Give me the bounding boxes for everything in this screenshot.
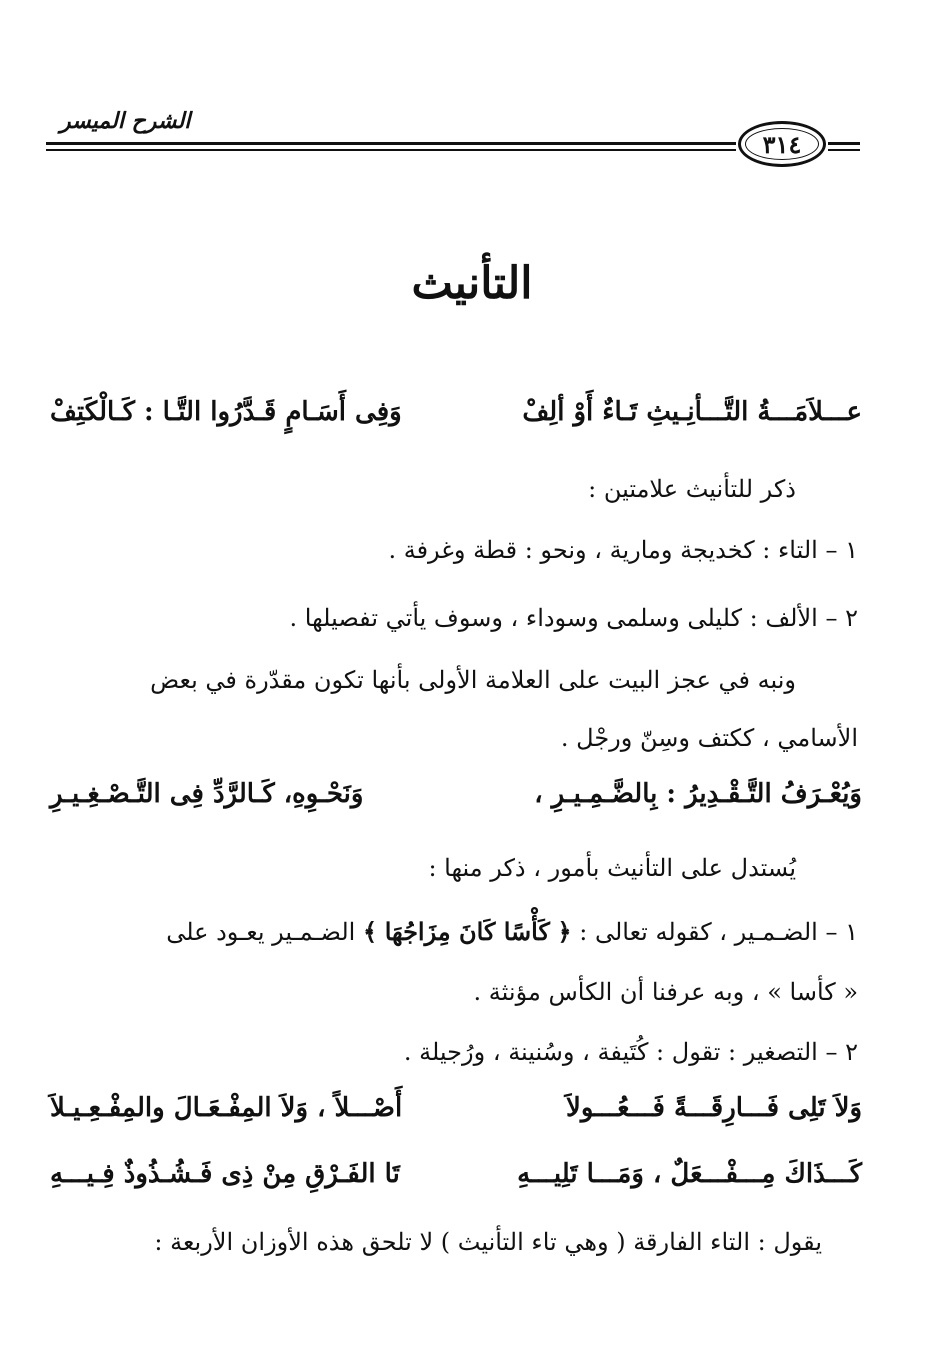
header-rule — [828, 142, 860, 145]
header-rule — [46, 142, 736, 145]
quran-bracket-open: ﴿ — [557, 917, 572, 946]
header-rule — [46, 149, 736, 151]
paragraph-line: الأسامي ، ككتف وسِنّ ورجْل . — [560, 724, 858, 752]
header-rule — [828, 149, 860, 151]
paragraph-line — [166, 912, 858, 952]
verse-second-hemistich: وَنَحْـوِهِ، كَـالرَّدِّ فِى التَّـصْـغِـيـرِ — [50, 779, 364, 809]
paragraph-line: ١ – التاء : كخديجة ومارية ، ونحو : قطة وغرفة . — [388, 536, 858, 564]
paragraph-line: ذكر للتأنيث علامتين : — [588, 475, 796, 503]
paragraph-line: ونبه في عجز البيت على العلامة الأولى بأنها تكون مقدّرة في بعض — [150, 666, 796, 694]
paragraph-line: يقول : التاء الفارقة ( وهي تاء التأنيث ) لا تلحق هذه الأوزان الأربعة : — [154, 1228, 822, 1256]
verse-first-hemistich: وَيُعْـرَفُ التَّـقْـدِيرُ : بِالضَّـمِـيـرِ ، — [534, 779, 862, 809]
verse-second-hemistich: تَا الفَـرْقِ مِنْ ذِى فَـشُـذُوذٌ فِـيـــهِ — [50, 1159, 400, 1189]
chapter-title: التأنيث — [411, 258, 533, 309]
paragraph-line: ٢ – التصغير : تقول : كُتَيفة ، وسُنينة ، ورُجيلة . — [403, 1038, 858, 1066]
page-number: ٣١٤ — [762, 129, 802, 159]
verse-second-hemistich: وَفِى أَسَـامٍ قَـدَّرُوا التَّـا : كَـالْكَتِفْ — [50, 397, 402, 427]
page-number-ornament — [738, 121, 826, 167]
verse-first-hemistich: وَلاَ تَلِى فَـــارِقَـــةً فَـــعُـــولاَ — [566, 1093, 862, 1123]
verse-first-hemistich: كَـــذَاكَ مِـــفْـــعَلٌ ، وَمَـــا تَلِيـــهِ — [517, 1159, 862, 1189]
quran-quote: كَأْسًا كَانَ مِزَاجُهَا — [384, 917, 550, 946]
paragraph-line: ٢ – الألف : كليلى وسلمى وسوداء ، وسوف يأتي تفصيلها . — [289, 604, 858, 632]
paragraph-line: « كأسا » ، وبه عرفنا أن الكأس مؤنثة . — [473, 978, 858, 1006]
running-title: الشرح الميسر — [60, 108, 191, 134]
text-span: ١ – الضـمـير ، كقوله تعالى : — [579, 918, 858, 946]
paragraph-line: يُستدل على التأنيث بأمور ، ذكر منها : — [428, 854, 796, 882]
text-span: الضـمـير يعـود على — [166, 918, 356, 946]
verse-second-hemistich: أَصْـــلاً ، وَلاَ المِفْـعَـالَ والمِفْـعِـيـلاَ — [50, 1093, 403, 1123]
verse-first-hemistich: عـــلاَمَـــةُ التَّـــأنِـيثِ تَـاءٌ أَوْ ألِفْ — [522, 397, 862, 427]
quran-bracket-close: ﴾ — [362, 917, 378, 946]
